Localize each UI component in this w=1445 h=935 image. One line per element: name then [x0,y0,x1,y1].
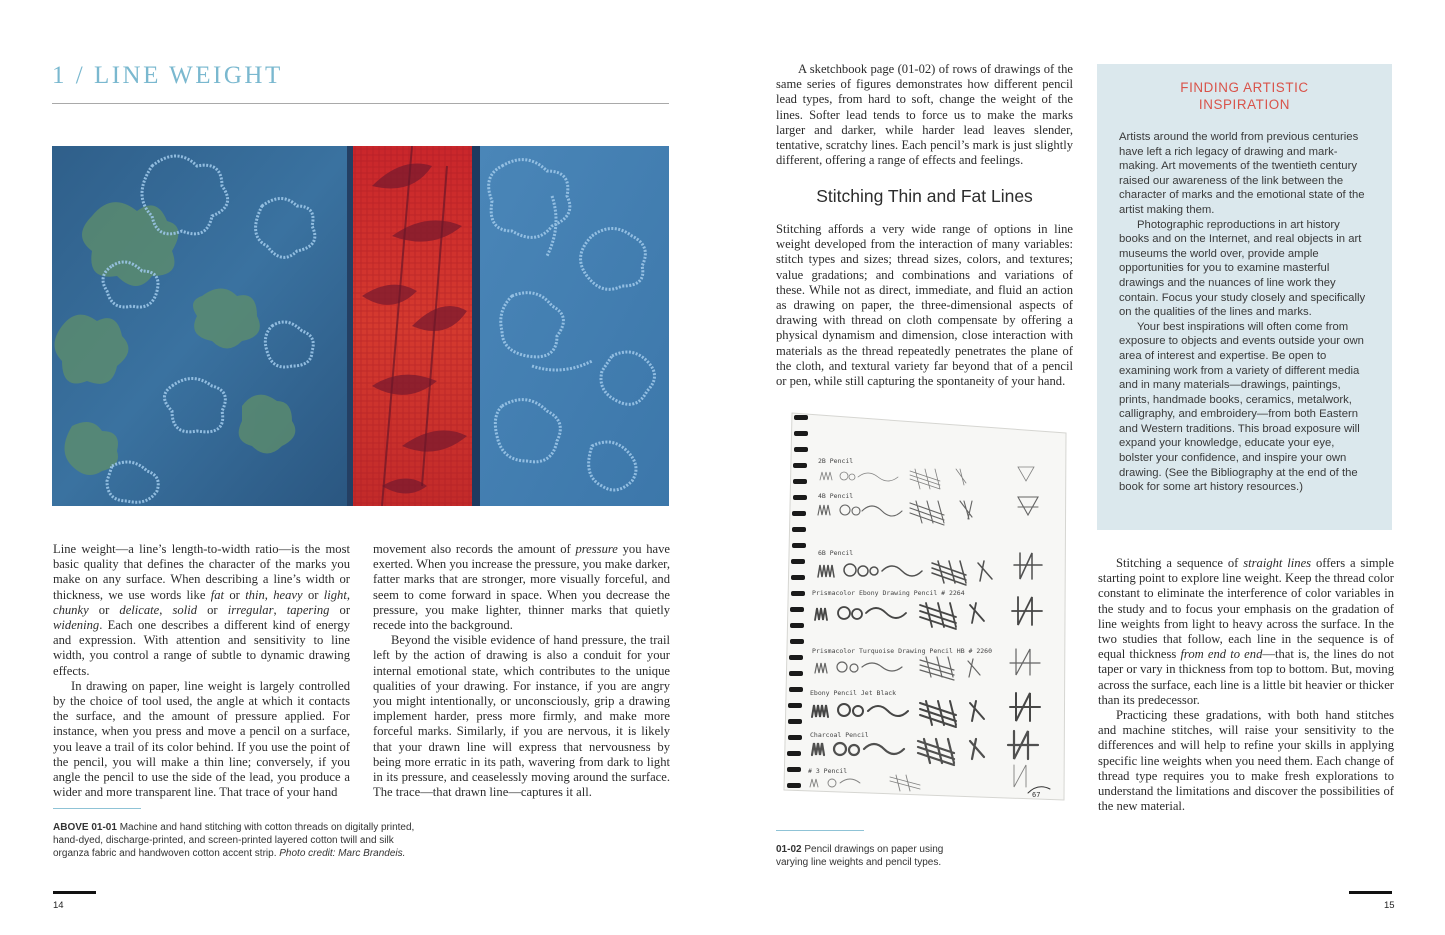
folio-bar [1349,891,1392,894]
right-page-column-2 [1098,556,1394,814]
sidebar-paragraph: Photographic reproductions in art history books and on the Internet, and real objects in art museums the world over, provide ample opportunities for you to examine masterful drawings and the nuances of line work they contain. Focus your study closely and specifically on the qualities of the lines and marks. [1119,218,1366,319]
page-number: 14 [53,900,64,911]
left-page-column-2 [373,542,670,800]
caption-text: Machine and hand stitching with cotton threads on digitally printed, hand-dyed, discharge-printed, and screen-printed layered cotton twill and silk organza fabric and handwoven cotton accent strip. [53,822,415,859]
stitching-paragraph: Stitching affords a very wide range of options in line weight developed from the interaction of many variables: stitch types and sizes; thread sizes, colors, and textures; value gradations; and combinations and variations of these. While not as direct, immediate, and fluid an action as drawing on paper, the three-dimensional aspects of drawing with thread on cloth compensate by offering a physical dynamism and dimension, close interaction with materials as the thread repeatedly penetrates the plane of the cloth, and textural variety far beyond that of a pencil or pen, while still capturing the spontaneity of your hand. [776,222,1073,389]
folio-bar [53,891,96,894]
page-number: 15 [1384,900,1395,911]
caption-rule [776,830,864,831]
sidebar-title: FINDING ARTISTIC INSPIRATION [1180,80,1309,112]
section-heading: Stitching Thin and Fat Lines [816,186,1033,206]
caption-text: Pencil drawings on paper using varying line weights and pencil types. [776,844,944,868]
body-paragraph: Stitching a sequence of straight lines offers a simple starting point to explore line weight. Keep the thread color constant to eliminate the interference of color variables in the study and to focus your emphasis on the gradation of line weights from light to heavy across the surface. In the two studies that follow, each line in the sequence is of equal thickness from end to end—that is, the lines do not taper or vary in thickness from top to bottom. But, moving across the surface, each line is a little bit heavier or thicker than its predecessor. [1098,556,1395,707]
caption-label: ABOVE 01-01 [53,822,117,833]
sketch-row-label: # 3 Pencil [808,767,848,775]
sketchbook-page-number: 67 [1032,791,1041,799]
sketch-caption [776,843,961,869]
left-page-column-1 [53,542,350,800]
sketch-row-label: 2B Pencil [818,457,854,465]
body-paragraph: Practicing these gradations, with both hand stitches and machine stitches, will raise your sensitivity to the differences and will help to refine your skills in applying specific line weights when you need them. Each change of thread type requires you to make fresh explorations to understand the limitations and discover the possibilities of the new material. [1098,708,1394,814]
sketchbook-photo [770,405,1076,805]
sketch-row-label: Charcoal Pencil [810,731,869,739]
sidebar-text [1119,130,1371,495]
sketch-row-label: 4B Pencil [818,492,854,500]
fabric-artwork-photo [52,146,669,506]
caption-rule [53,808,141,809]
photo-caption [53,821,423,860]
sketch-row-label: Prismacolor Ebony Drawing Pencil # 2264 [812,589,965,597]
sketch-row-label: Prismacolor Turquoise Drawing Pencil HB # 2260 [812,647,993,655]
body-paragraph: Line weight—a line’s length-to-width ratio—is the most basic quality that defines the character of the marks you make on any surface. When describing a line’s width or thickness, we use words like fat or thin, heavy or light, chunky or delicate, solid or irregular, tapering or widening. Each one describes a different kind of energy and expression. With attention and sensitivity to line width, you control a range of subtle to dynamic drawing effects. [53,542,351,678]
sketch-row-label: Ebony Pencil Jet Black [810,689,897,697]
photo-credit: Photo credit: Marc Brandeis. [279,848,406,859]
body-paragraph: In drawing on paper, line weight is largely controlled by the choice of tool used, the angle at which it contacts the surface, and the amount of pressure applied. For instance, when you press and move a pencil on a surface, you leave a trail of its color behind. If you use the point of the pencil, you will make a thin line; conversely, if you angle the pencil to use the side of the lead, you produce a wider and more transparent line. That trace of your hand [53,678,350,800]
chapter-title: 1 / LINE WEIGHT [52,62,283,89]
sidebar-paragraph: Artists around the world from previous centuries have left a rich legacy of drawing and mark-making. Art movements of the twentieth century raised our awareness of the link between the character of marks and the emotional state of the artist making them. [1119,131,1365,216]
chapter-title-rule [52,103,669,104]
body-paragraph: Beyond the visible evidence of hand pressure, the trail left by the action of drawing is also a conduit for your internal emotional state, which contributes to the unique qualities of your drawing. For instance, if you are angry you might intentionally, or unconsciously, grip a drawing implement harder, press more firmly, and make more forceful marks. Similarly, if you are nervous, it is likely that your drawn line will express that nervousness by being more erratic in its path, wavering from dark to light in its pressure, and ceaselessly moving around the surface. The trace—that drawn line—captures it all. [373,633,670,800]
caption-label: 01-02 [776,844,802,855]
intro-paragraph: A sketchbook page (01-02) of rows of drawings of the same series of figures demonstrates how different pencil lead types, from hard to soft, change the weight of the lines. Softer lead tends to force us to make the marks larger and darker, while harder lead leaves slender, tentative, scratchy lines. Each pencil’s mark is just slightly different, offering a range of effects and feelings. [776,62,1073,168]
sidebar-paragraph: Your best inspirations will often come from exposure to objects and events outside your own area of interest and expertise. Be open to examining work from a variety of different media and in many materials—drawings, paintings, prints, handmade books, ceramics, metalwork, calligraphy, and embroidery—from both Eastern and Western traditions. This broad exposure will expand your knowledge, educate your eye, bolster your confidence, and inspire your own drawing. (See the Bibliography at the end of the book for some art history resources.) [1119,320,1364,494]
sketch-row-label: 6B Pencil [818,549,854,557]
sidebar-box [1097,64,1392,530]
body-paragraph: movement also records the amount of pressure you have exerted. When you increase the pressure, you make darker, fatter marks that are stronger, more visually forceful, and seem to come forward in space. When you decrease the pressure, you make lighter, thinner marks that quietly recede into the background. [373,542,670,633]
